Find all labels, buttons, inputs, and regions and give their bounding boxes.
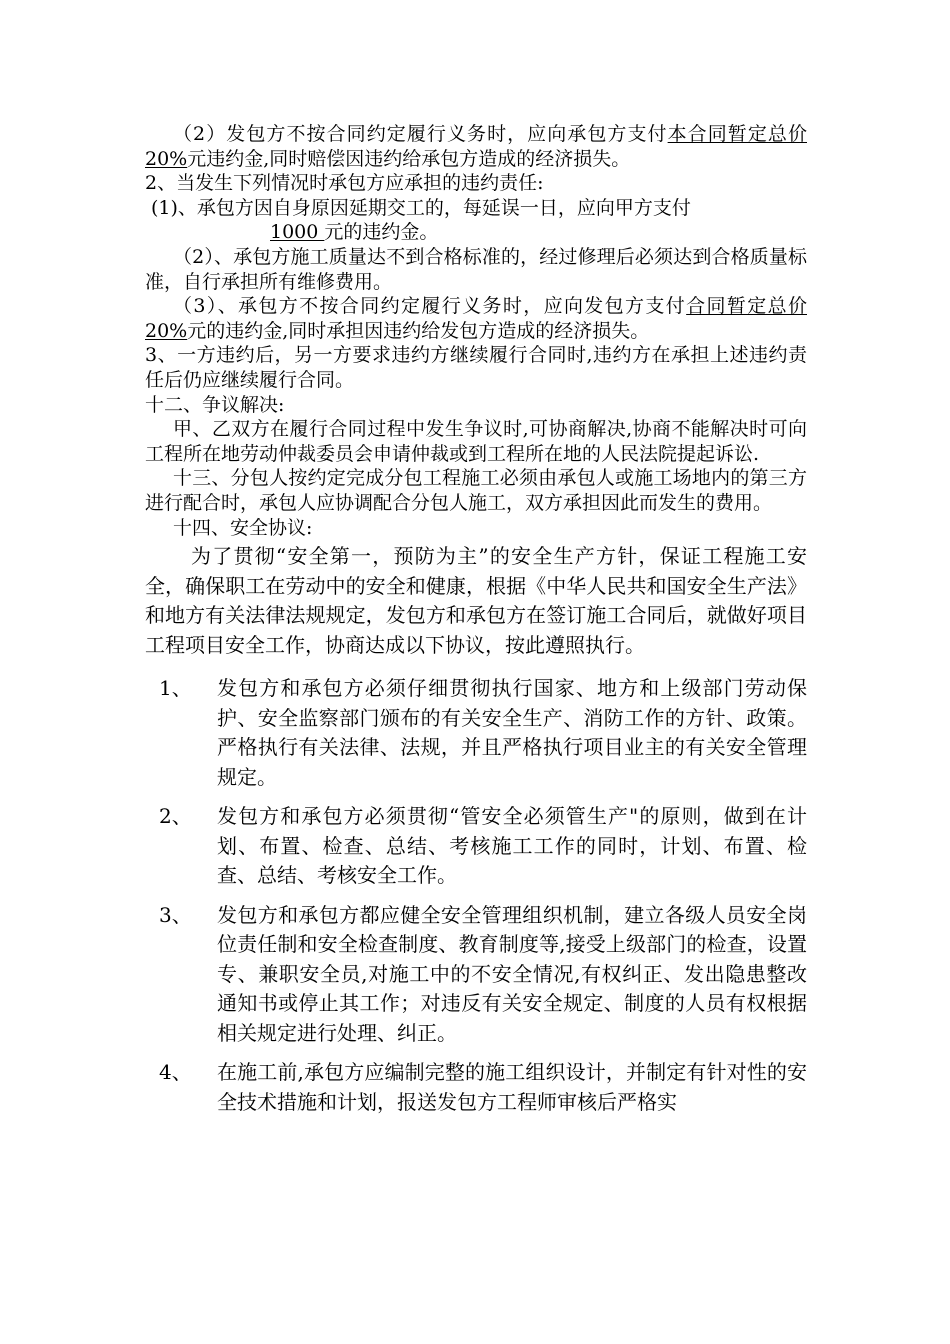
list-item-number: 4、 [159,1060,192,1085]
list-item-number: 1、 [159,676,192,701]
section-14-title: 十四、安全协议: [173,516,313,539]
clause-2-3-suffix: 元的违约金,同时承担因违约给发包方造成的经济损失。 [187,319,650,342]
list-item-number: 2、 [159,804,192,829]
clause-b1 [145,122,807,171]
list-item-number: 3、 [159,902,192,927]
section-12-title: 十二、争议解决: [145,393,285,416]
clause-2-3 [145,294,807,343]
clause-b1-underlined: 本合同暂定总价 20% [145,123,807,170]
list-item-text: 在施工前,承包方应编制完整的施工组织设计，并制定有针对性的安全技术措施和计划，报送发包方工程师审核后严格实 [217,1060,807,1114]
document-body [145,122,807,1127]
list-item [145,674,807,792]
heading-2: 2、当发生下列情况时承包方应承担的违约责任: [145,172,544,195]
section-13: 十三、分包人按约定完成分包工程施工必须由承包人或施工场地内的第三方进行配合时，承包人应协调配合分包人施工，双方承担因此而发生的费用。 [145,467,807,514]
list-item-text: 发包方和承包方必须仔细贯彻执行国家、地方和上级部门劳动保护、安全监察部门颁布的有关安全生产、消防工作的方针、政策。严格执行有关法律、法规，并且严格执行项目业主的有关安全管理规定。 [217,676,807,789]
clause-2-3-prefix: （3）、承包方不按合同约定履行义务时，应向发包方支付 [173,295,687,318]
clause-2-1-amount-line [145,220,807,245]
clause-2-2: （2）、承包方施工质量达不到合格标准的，经过修理后必须达到合格质量标准，自行承担所有维修费用。 [145,245,807,293]
list-item-text: 发包方和承包方都应健全安全管理组织机制，建立各级人员安全岗位责任制和安全检查制度、教育制度等,接受上级部门的检查，设置专、兼职安全员,对施工中的不安全情况,有权纠正、发出隐患整改通知书或停止其工作；对违反有关安全规定、制度的人员有权根据相关规定进行处理、纠正。 [217,902,807,1045]
list-item [145,802,807,891]
section-12-body: 甲、乙双方在履行合同过程中发生争议时,可协商解决,协商不能解决时可向工程所在地劳动仲裁委员会申请仲裁或到工程所在地的人民法院提起诉讼. [145,418,807,465]
list-item-text: 发包方和承包方必须贯彻“管安全必须管生产"的原则，做到在计划、布置、检查、总结、考核施工工作的同时，计划、布置、检查、总结、考核安全工作。 [217,804,807,888]
clause-2-1: (1)、承包方因自身原因延期交工的，每延误一日，应向甲方支付 [151,196,691,219]
clause-2-3-underlined: 合同暂定总价 20% [145,295,807,342]
section-14-intro: 为了贯彻“安全第一，预防为主”的安全生产方针，保证工程施工安全，确保职工在劳动中的安全和健康，根据《中华人民共和国安全生产法》和地方有关法律法规规定，发包方和承包方在签订施工合同后，就做好项目工程项目安全工作，协商达成以下协议，按此遵照执行。 [145,544,807,657]
safety-items-list [145,674,807,1117]
clause-b1-suffix: 元违约金,同时赔偿因违约给承包方造成的经济损失。 [187,147,631,170]
list-item [145,901,807,1049]
clause-2-1-amount: 1000 [270,221,325,244]
clause-2-1-suffix: 元的违约金。 [324,221,439,244]
clause-3: 3、一方违约后，另一方要求违约方继续履行合同时,违约方在承担上述违约责任后仍应继续履行合同。 [145,344,807,391]
clause-b1-prefix: （2）发包方不按合同约定履行义务时，应向承包方支付 [173,123,668,145]
list-item [145,1058,807,1117]
